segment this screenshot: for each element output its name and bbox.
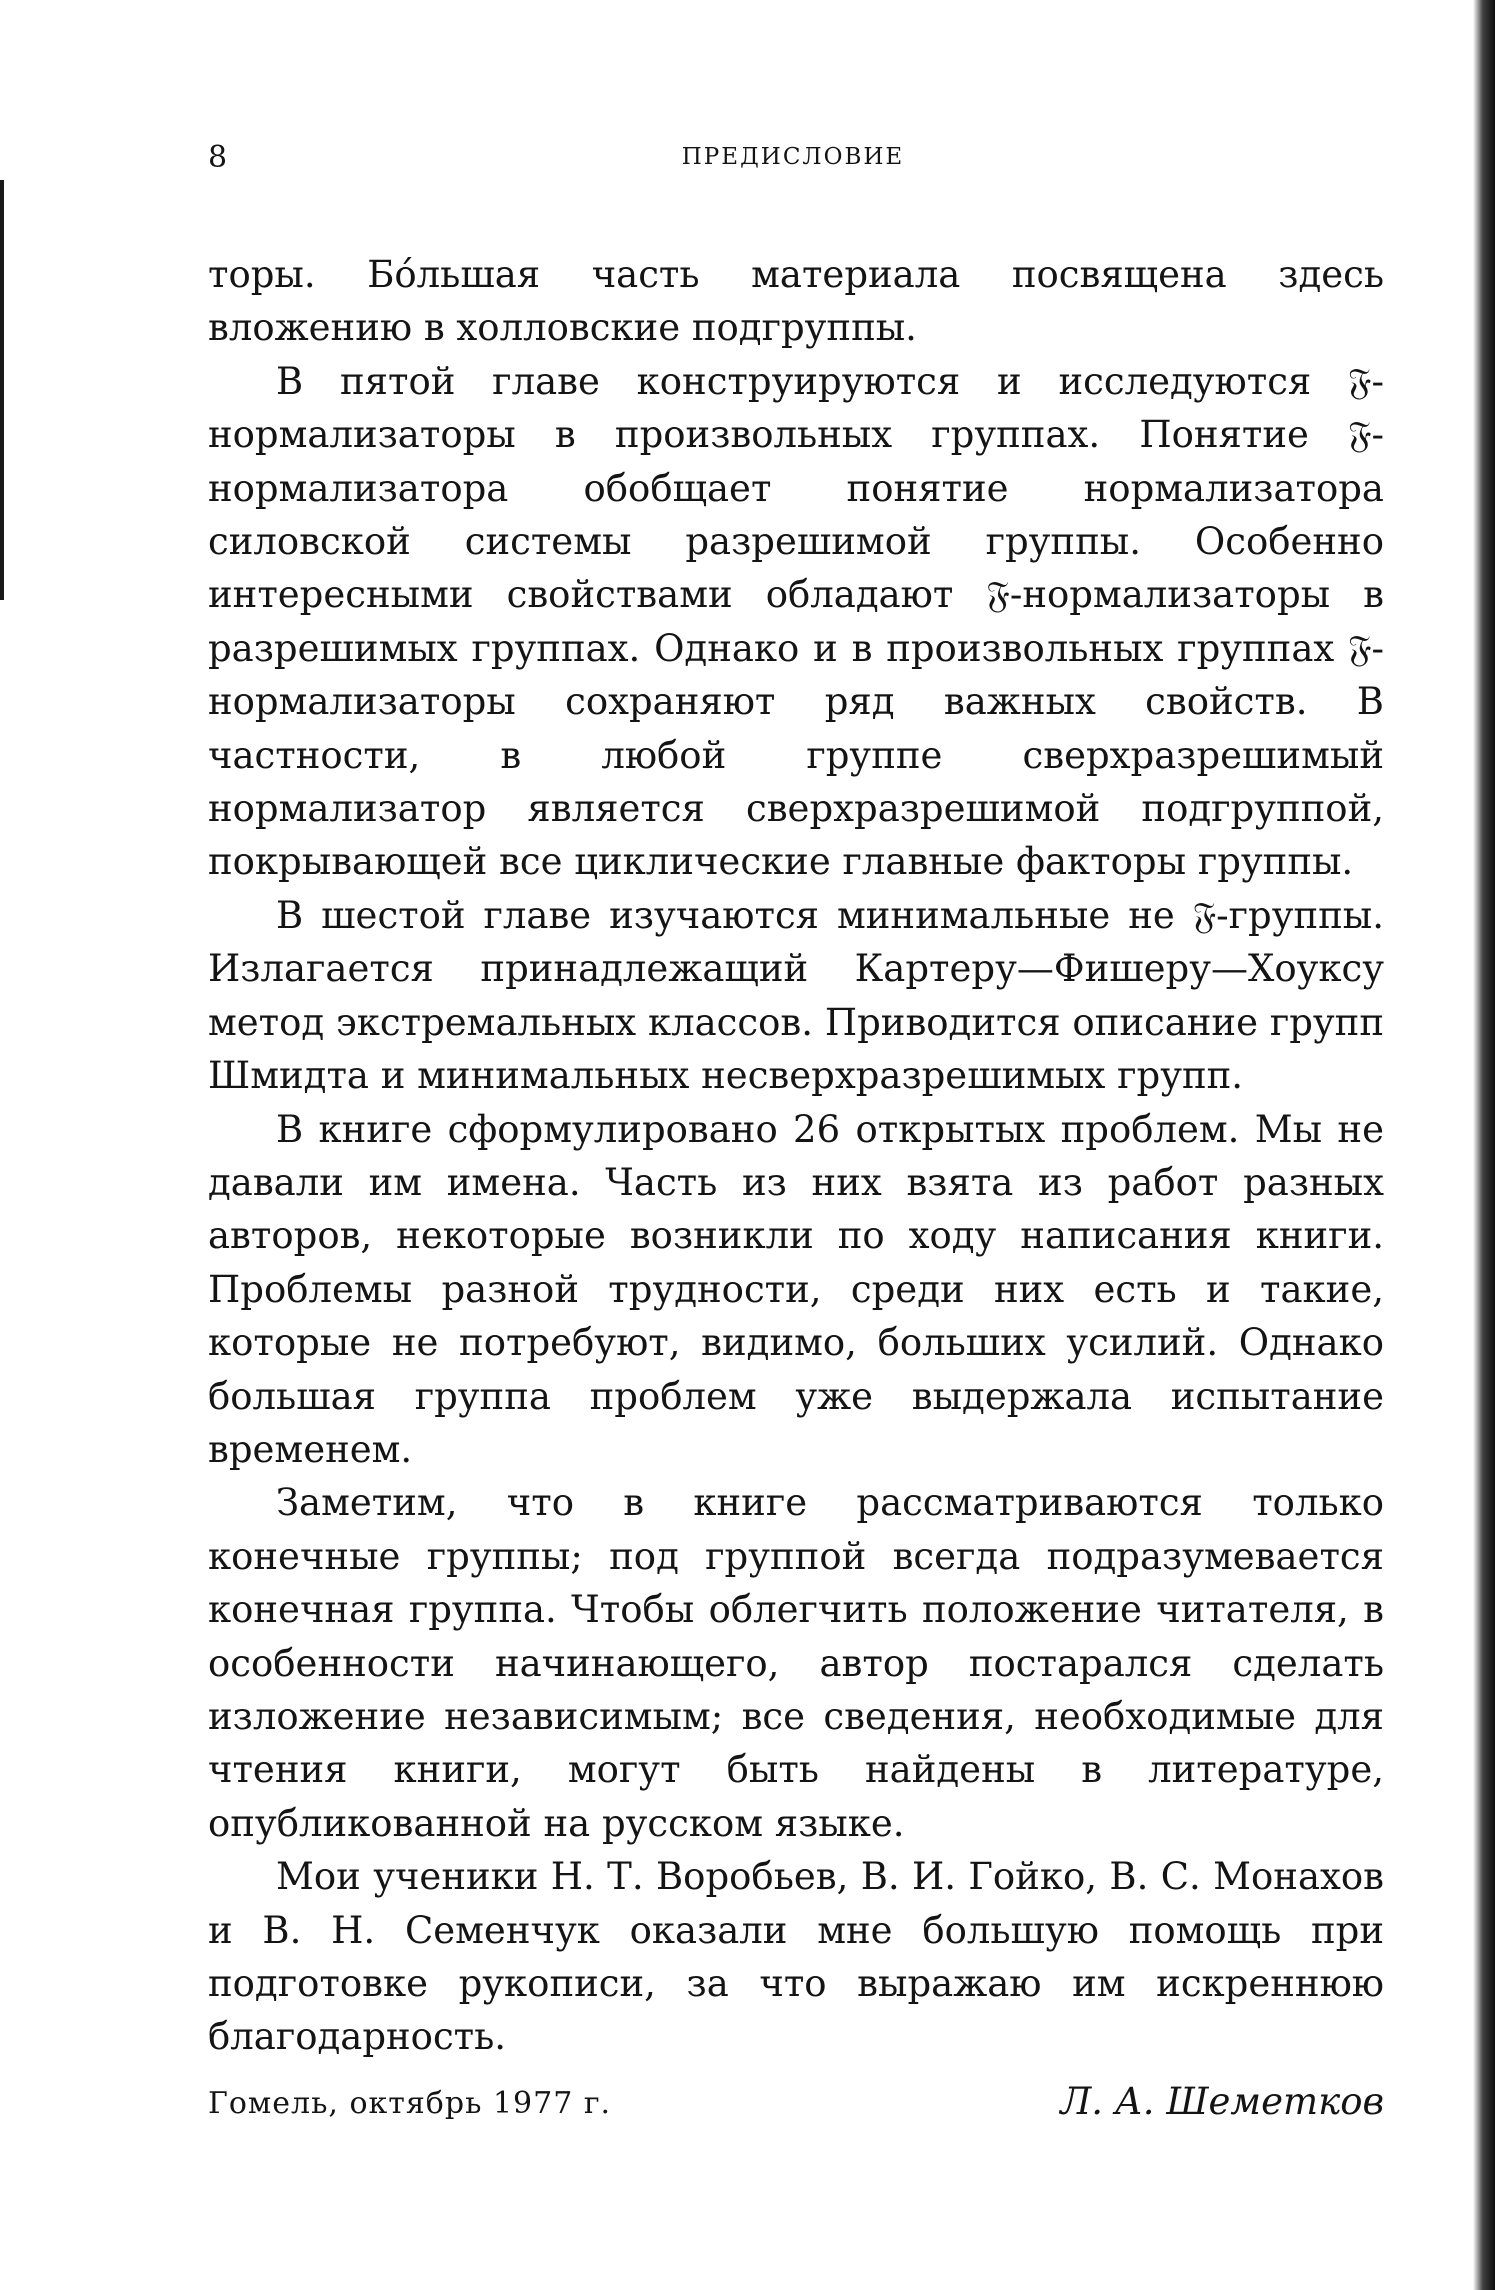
scan-edge-mark [0,180,4,600]
place-date: Гомель, октябрь 1977 г. [208,2086,612,2121]
page-body [208,248,1384,2064]
page-edge-shadow [1473,0,1495,2290]
running-head: ПРЕДИСЛОВИЕ [681,144,905,170]
page-header [208,140,1378,180]
signature-block [208,2080,1384,2130]
author-name: Л. А. Шеметков [1060,2080,1384,2123]
paragraph-finite-groups: Заметим, что в книге рассматриваются только конечные группы; под группой всегда подразумевается конечная группа. Чтобы облегчить положение читателя, в особенности начинающего, автор постарался сделать изложение независимым; все сведения, необходимые для чтения книги, могут быть найдены в литературе, опубликованной на русском языке. [208,1481,1384,1845]
paragraph-chapter-six: В шестой главе изучаются минимальные не 𝔉-группы. Излагается принадлежащий Картеру—Фишеру—Хоуксу метод экстремальных классов. Приводится описание групп Шмидта и минимальных несверхразрешимых групп. [208,893,1384,1098]
page-number: 8 [208,140,228,175]
paragraph-chapter-five: В пятой главе конструируются и исследуются 𝔉-нормализаторы в произвольных группах. Понятие 𝔉-нормализатора обобщает понятие нормализатора силовской системы разрешимой группы. Особенно интересными свойствами обладают 𝔉-нормализаторы в разрешимых группах. Однако и в произвольных группах 𝔉-нормализаторы сохраняют ряд важных свойств. В частности, в любой группе сверхразрешимый нормализатор является сверхразрешимой подгруппой, покрывающей все циклические главные факторы группы. [208,359,1384,884]
paragraph-open-problems: В книге сформулировано 26 открытых проблем. Мы не давали им имена. Часть из них взята из работ разных авторов, некоторые возникли по ходу написания книги. Проблемы разной трудности, среди них есть и такие, которые не потребуют, видимо, больших усилий. Однако большая группа проблем уже выдержала испытание временем. [208,1107,1384,1471]
paragraph-acknowledgements: Мои ученики Н. Т. Воробьев, В. И. Гойко, В. С. Монахов и В. Н. Семенчук оказали мне большую помощь при подготовке рукописи, за что выражаю им искреннюю благодарность. [208,1855,1384,2059]
paragraph-continuation: торы. Бо́льшая часть материала посвящена здесь вложению в холловские подгруппы. [208,253,1384,350]
